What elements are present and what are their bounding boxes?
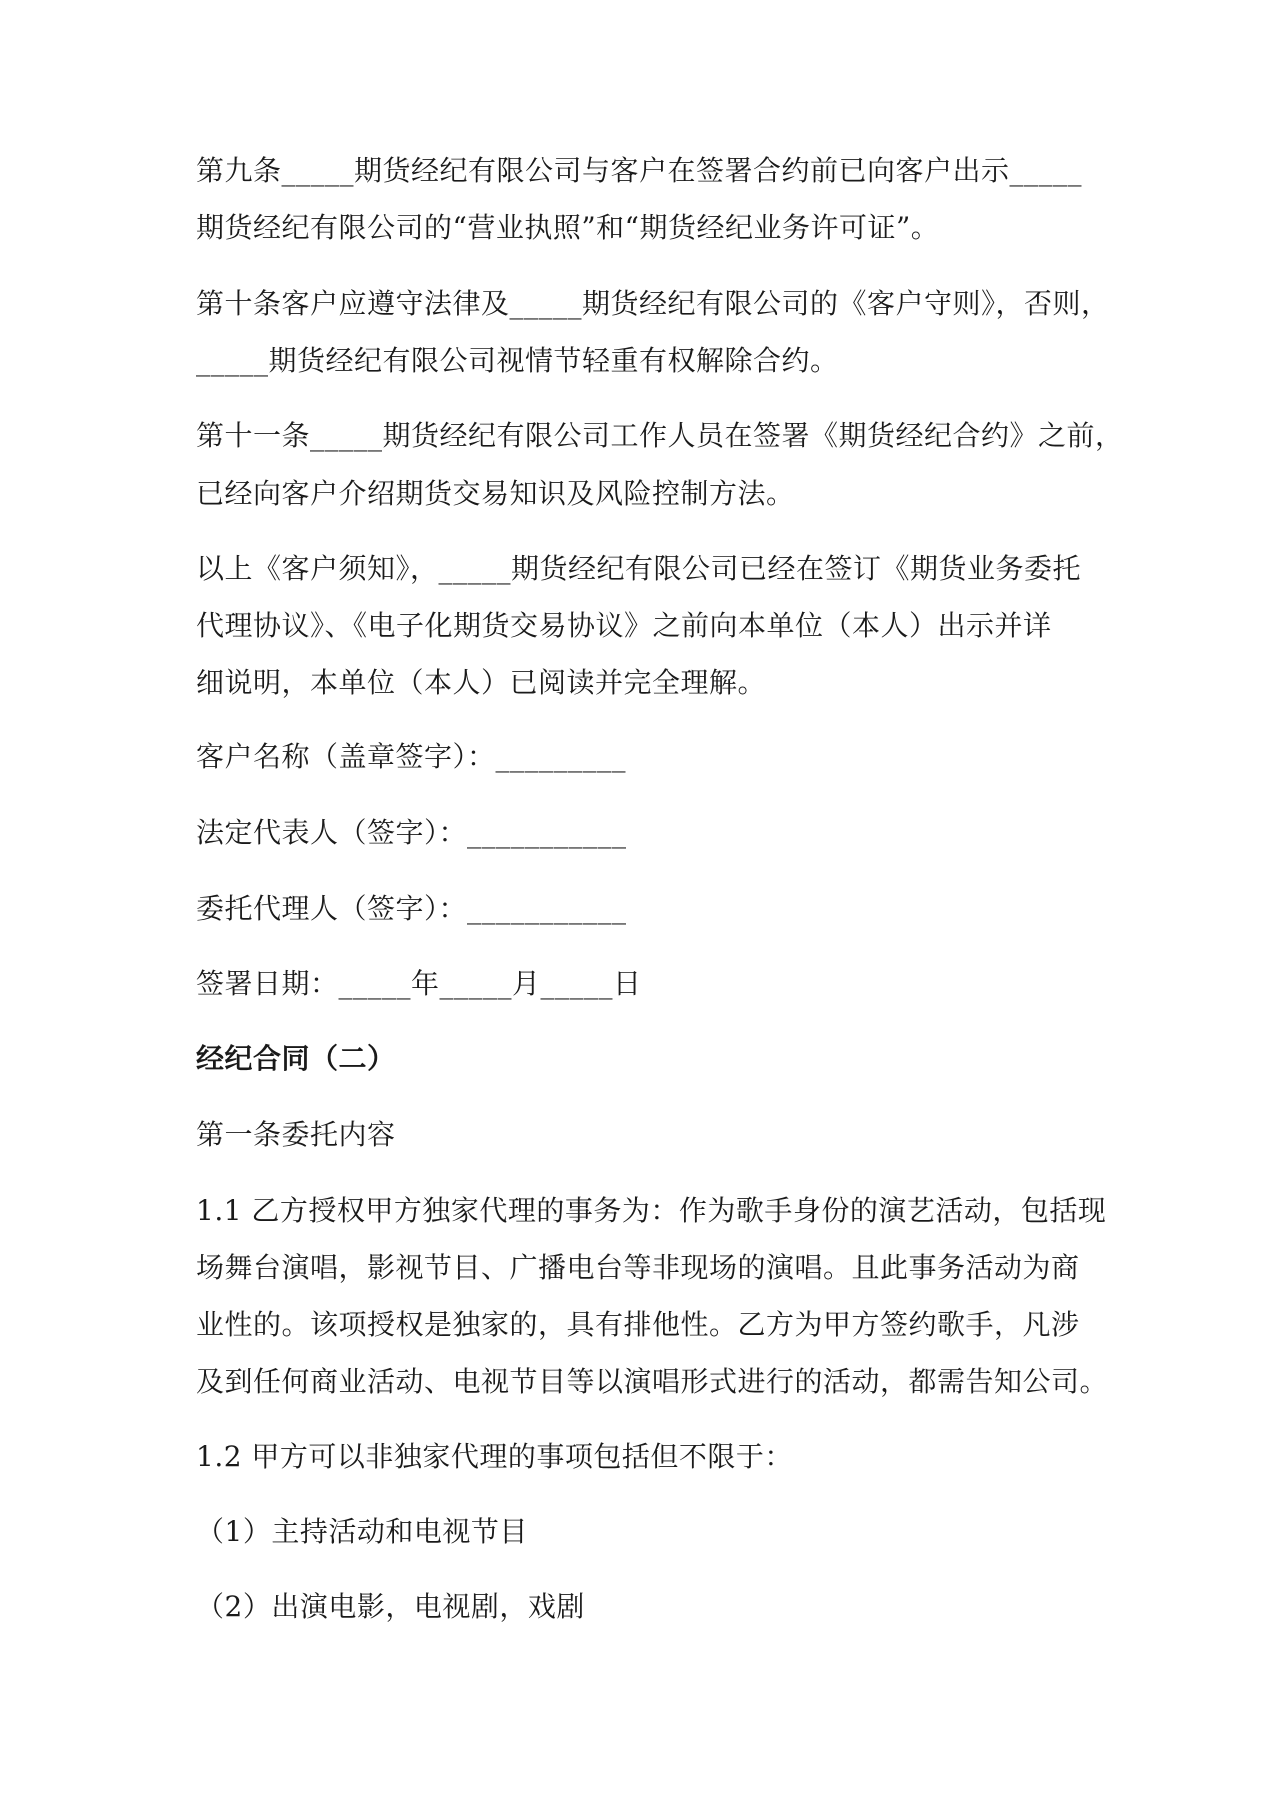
clause-1-1-line-1: 1.1 乙方授权甲方独家代理的事务为：作为歌手身份的演艺活动，包括现 — [196, 1194, 1107, 1227]
notice-line-3: 细说明，本单位（本人）已阅读并完全理解。 — [196, 666, 767, 699]
article-11-line-1: 第十一条_____期货经纪有限公司工作人员在签署《期货经纪合约》之前， — [196, 419, 1124, 452]
client-name-signature: 客户名称（盖章签字）：_________ — [196, 740, 627, 773]
agent-signature: 委托代理人（签字）：___________ — [196, 892, 627, 925]
clause-1-1-line-2: 场舞台演唱，影视节目、广播电台等非现场的演唱。且此事务活动为商 — [196, 1251, 1080, 1284]
clause-1-1-line-4: 及到任何商业活动、电视节目等以演唱形式进行的活动，都需告知公司。 — [196, 1365, 1109, 1398]
signing-date: 签署日期：_____年_____月_____日 — [196, 967, 642, 1000]
notice-line-2: 代理协议》、《电子化期货交易协议》之前向本单位（本人）出示并详 — [196, 609, 1052, 642]
clause-1-2: 1.2 甲方可以非独家代理的事项包括但不限于： — [196, 1440, 793, 1473]
legal-rep-signature: 法定代表人（签字）：___________ — [196, 816, 627, 849]
item-1: （1）主持活动和电视节目 — [196, 1515, 528, 1548]
article-9-line-2: 期货经纪有限公司的“营业执照”和“期货经纪业务许可证”。 — [196, 211, 940, 244]
article-1-title: 第一条委托内容 — [196, 1118, 396, 1151]
notice-line-1: 以上《客户须知》，_____期货经纪有限公司已经在签订《期货业务委托 — [196, 552, 1082, 585]
item-2: （2）出演电影，电视剧，戏剧 — [196, 1590, 585, 1623]
article-10-line-1: 第十条客户应遵守法律及_____期货经纪有限公司的《客户守则》，否则， — [196, 287, 1110, 320]
section-heading: 经纪合同（二） — [196, 1042, 396, 1075]
article-9-line-1: 第九条_____期货经纪有限公司与客户在签署合约前已向客户出示_____ — [196, 154, 1083, 187]
clause-1-1-line-3: 业性的。该项授权是独家的，具有排他性。乙方为甲方签约歌手，凡涉 — [196, 1308, 1080, 1341]
article-11-line-2: 已经向客户介绍期货交易知识及风险控制方法。 — [196, 477, 795, 510]
article-10-line-2: _____期货经纪有限公司视情节轻重有权解除合约。 — [196, 344, 839, 377]
